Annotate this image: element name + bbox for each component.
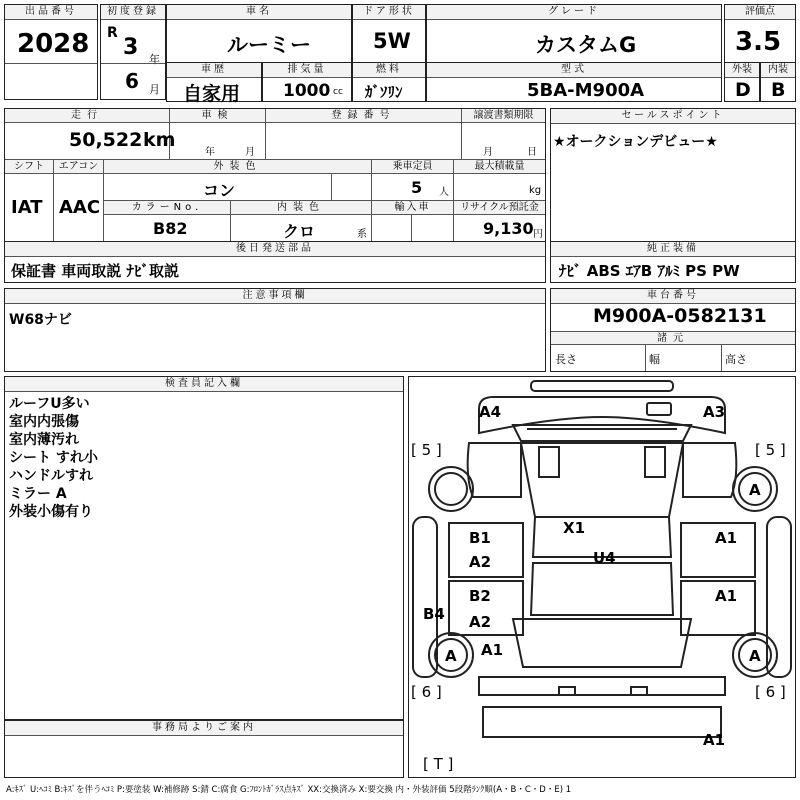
ac: AAC (59, 197, 101, 218)
displacement: 1000 (283, 81, 331, 101)
mark-a1-left: A1 (481, 641, 504, 659)
displacement-unit: cc (333, 87, 343, 97)
inspection-month: 月 (245, 147, 255, 158)
damage-diagram (408, 376, 796, 778)
lot-number-label: 出品番号 (5, 5, 97, 20)
interior-grade-cell (760, 62, 796, 102)
mark-num5-right: [ 5 ] (755, 441, 786, 459)
recycle-unit: 円 (533, 229, 543, 240)
spec-table (4, 108, 546, 242)
sales-point-label: セールスポイント (551, 109, 795, 124)
door-type: 5W (373, 29, 411, 53)
inspector-line: ルーフU多い (9, 396, 90, 412)
reg-year: 3 (123, 35, 139, 60)
width-label: 幅 (649, 353, 660, 366)
inspector-box (4, 376, 404, 720)
grade-label: グレード (427, 5, 721, 20)
door-label: ドア形状 (353, 5, 425, 20)
height-label: 高さ (725, 353, 747, 366)
car-name: ルーミー (227, 33, 311, 57)
mark-num5-left: [ 5 ] (411, 441, 442, 459)
genuine-equipment-box (550, 241, 796, 283)
load-unit: kg (529, 185, 542, 196)
mark-num6-right: [ 6 ] (755, 683, 786, 701)
ac-label: エアコン (53, 160, 103, 174)
int-color-unit: 系 (357, 229, 367, 240)
capacity: 5 (411, 178, 423, 197)
model-cell (426, 62, 722, 102)
capacity-unit: 人 (439, 187, 449, 198)
notes-label: 注意事項欄 (5, 289, 545, 304)
exterior-grade-label: 外装 (725, 63, 759, 78)
int-color: クロ (283, 222, 316, 241)
notes-box (4, 288, 546, 372)
office-box (4, 720, 404, 778)
year-unit: 年 (149, 53, 160, 66)
lot-number: 2028 (17, 29, 90, 59)
load-label: 最大積載量 (453, 160, 545, 174)
chassis-number: M900A-0582131 (593, 305, 767, 327)
mileage: 50,522 (69, 129, 143, 151)
interior-grade: B (771, 79, 786, 101)
inspector-line: 室内内張傷 (9, 414, 79, 430)
inspector-line: 室内薄汚れ (9, 432, 79, 448)
later-parts-box (4, 241, 546, 283)
sales-point-box (550, 108, 796, 242)
length-label: 長さ (555, 353, 577, 366)
mark-a1-rear: A1 (703, 731, 726, 749)
car-outline (409, 377, 795, 777)
later-parts-label: 後日発送部品 (5, 242, 545, 257)
capacity-label: 乗車定員 (371, 160, 453, 174)
fuel-cell (352, 62, 426, 102)
mark-tire-rr: A (749, 647, 761, 665)
exterior-grade: D (735, 79, 751, 101)
inspector-line: シート すれ小 (9, 450, 98, 466)
genuine-equipment-text: ﾅﾋﾞ ABS ｴｱB ｱﾙﾐ PS PW (559, 262, 740, 280)
ext-color-label: 外装色 (103, 160, 371, 174)
interior-grade-label: 内装 (761, 63, 795, 78)
exterior-grade-cell (724, 62, 760, 102)
mark-tire-rf: A (749, 481, 761, 499)
fuel-label: 燃料 (353, 63, 425, 78)
mileage-label: 走行 (5, 109, 169, 123)
mark-u4: U4 (593, 549, 616, 567)
history-label: 車歴 (167, 63, 261, 78)
mark-a2-left-2: A2 (469, 613, 492, 631)
recycle: 9,130 (483, 219, 534, 238)
inspector-line: 外装小傷有り (9, 504, 93, 520)
mark-b1: B1 (469, 529, 491, 547)
lot-number-cell (4, 4, 98, 100)
grade: カスタムG (535, 33, 637, 57)
door-cell (352, 4, 426, 64)
displacement-label: 排気量 (263, 63, 351, 78)
mark-tire-rl: A (445, 647, 457, 665)
transfer-label: 譲渡書類期限 (461, 109, 545, 123)
transfer-month: 月 (483, 147, 493, 158)
model: 5BA-M900A (527, 80, 645, 101)
inspector-label: 検査員記入欄 (5, 377, 403, 392)
car-name-label: 車名 (167, 5, 351, 20)
mileage-unit: km (143, 129, 176, 151)
mark-a1-right-1: A1 (715, 529, 738, 547)
month-unit: 月 (149, 83, 160, 96)
chassis-label: 車台番号 (551, 289, 795, 304)
first-registration-cell (100, 4, 166, 100)
later-parts-text: 保証書 車両取説 ﾅﾋﾞ取説 (11, 262, 179, 280)
color-no: B82 (153, 219, 188, 238)
recycle-label: リサイクル預託金 (454, 201, 545, 215)
sales-point-text: ★オークションデビュー★ (553, 134, 718, 150)
score-cell (724, 4, 796, 64)
first-registration-label: 初度登録 (101, 5, 165, 20)
inspector-line: ミラー A (9, 486, 67, 502)
chassis-box (550, 288, 796, 372)
genuine-equipment-label: 純正装備 (551, 242, 795, 257)
fuel: ｶﾞｿﾘﾝ (365, 83, 403, 101)
shift-label: シフト (5, 160, 53, 174)
spec-label: 諸元 (551, 331, 795, 345)
import-label: 輸入車 (372, 201, 453, 215)
regno-label: 登録番号 (265, 109, 461, 123)
car-name-cell (166, 4, 352, 64)
mark-a1-right-2: A1 (715, 587, 738, 605)
int-color-label: 内装色 (230, 201, 371, 215)
history: 自家用 (183, 83, 241, 105)
mark-t: [ T ] (423, 755, 454, 773)
mark-num6-left: [ 6 ] (411, 683, 442, 701)
score-label: 評価点 (725, 5, 795, 20)
mark-a4: A4 (479, 403, 502, 421)
history-cell (166, 62, 262, 105)
reg-month: 6 (125, 69, 139, 93)
legend: A:ｷｽﾞ U:ﾍｺﾐ B:ｷｽﾞを伴うﾍｺﾐ P:要塗装 W:補修跡 S:錆 C:腐食 G:ﾌﾛﾝﾄｶﾞﾗｽ点ｷｽﾞ XX:交換済み X:要交換 内・外装評価 5段階ﾗﾝｸ順(A・B・C・D・E) 1 (6, 785, 572, 795)
shift: IAT (11, 197, 43, 218)
score: 3.5 (735, 27, 782, 57)
mark-a2-left-1: A2 (469, 553, 492, 571)
notes-text: W68ナビ (9, 312, 72, 328)
transfer-day: 日 (527, 147, 537, 158)
mark-b2: B2 (469, 587, 491, 605)
era: R (107, 25, 118, 41)
inspection-year: 年 (205, 147, 215, 158)
mark-b4: B4 (423, 605, 445, 623)
grade-cell (426, 4, 722, 64)
displacement-cell (262, 62, 352, 102)
office-label: 事務局よりご案内 (5, 721, 403, 736)
ext-color: コン (203, 181, 236, 200)
inspector-notes (9, 395, 98, 521)
inspection-label: 車検 (169, 109, 265, 123)
mark-x1: X1 (563, 519, 586, 537)
mark-a3: A3 (703, 403, 726, 421)
color-no-label: カラーNo. (104, 201, 230, 215)
model-label: 型式 (427, 63, 721, 78)
inspector-line: ハンドルすれ (9, 468, 93, 484)
